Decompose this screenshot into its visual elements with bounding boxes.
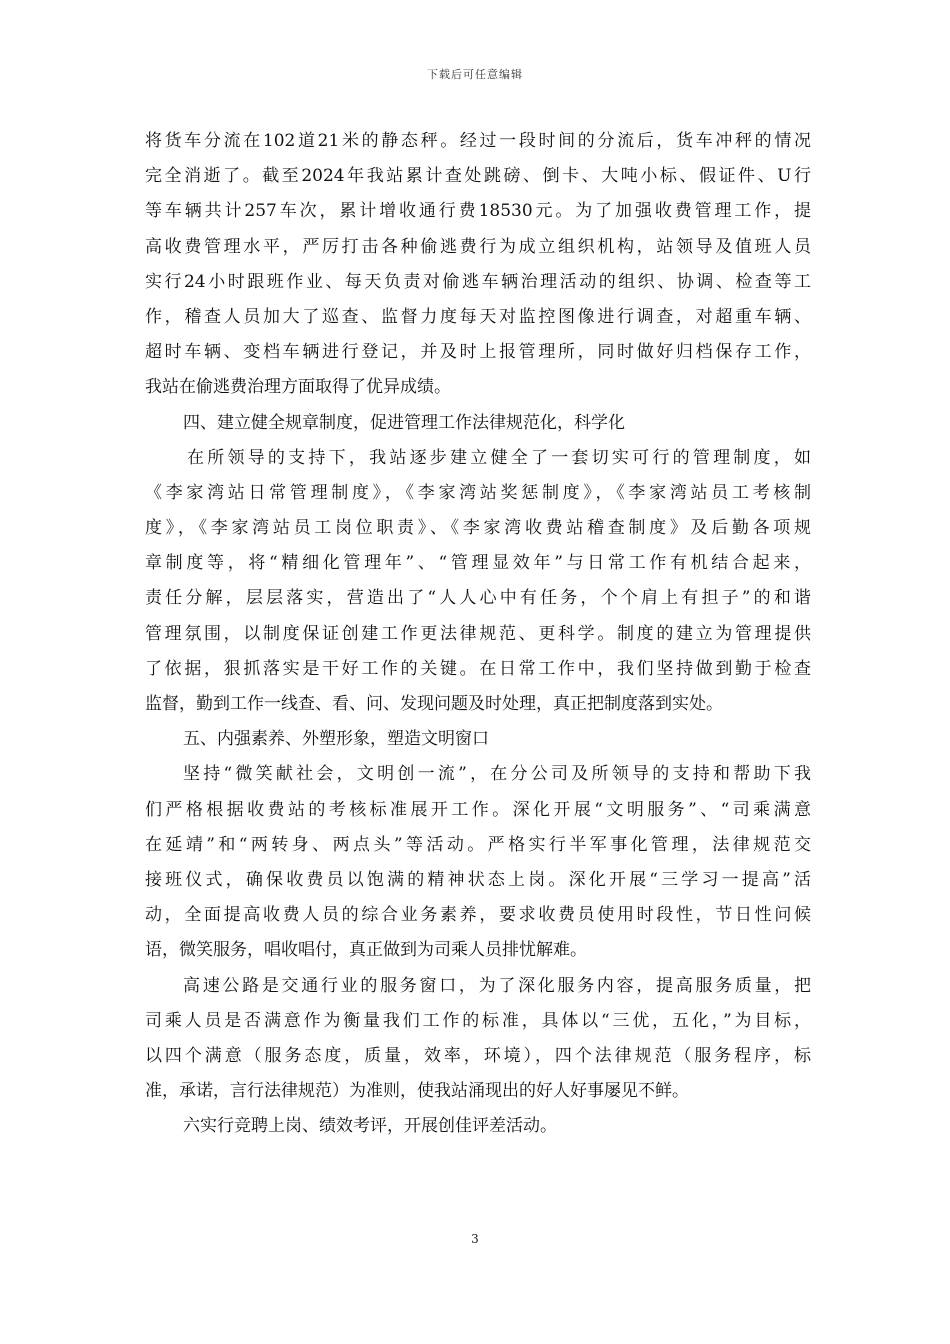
text-line: 高速公路是交通行业的服务窗口，为了深化服务内容，提高服务质量，把 <box>183 975 811 996</box>
text-line: 完全消逝了。截至2024年我站累计查处跳磅、倒卡、大吨小标、假证件、U行 <box>145 166 811 187</box>
document-body <box>145 124 811 1144</box>
text-line: 超时车辆、变档车辆进行登记，并及时上报管理所，同时做好归档保存工作， <box>145 342 811 363</box>
text-line: 六实行竞聘上岗、绩效考评，开展创佳评差活动。 <box>183 1116 557 1137</box>
text-line: 司乘人员是否满意作为衡量我们工作的标准，具体以“三优，五化，”为目标， <box>145 1010 811 1031</box>
text-line: 以四个满意（服务态度，质量，效率，环境），四个法律规范（服务程序，标 <box>145 1045 811 1066</box>
text-line: 管理氛围，以制度保证创建工作更法律规范、更科学。制度的建立为管理提供 <box>145 623 811 644</box>
text-line: 语，微笑服务，唱收唱付，真正做到为司乘人员排忧解难。 <box>145 940 587 961</box>
text-line: 度》，《李家湾站员工岗位职责》、《李家湾收费站稽查制度》及后勤各项规 <box>145 518 811 539</box>
text-line: 在延靖”和“两转身、两点头”等活动。严格实行半军事化管理，法律规范交 <box>145 834 811 855</box>
text-line: 将货车分流在102道21米的静态秤。经过一段时间的分流后，货车冲秤的情况 <box>145 131 811 151</box>
text-line: 监督，勤到工作一线查、看、问、发现问题及时处理，真正把制度落到实处。 <box>145 694 723 714</box>
text-line: 五、内强素养、外塑形象，塑造文明窗口 <box>183 729 489 750</box>
text-line: 作，稽查人员加大了巡查、监督力度每天对监控图像进行调查，对超重车辆、 <box>145 306 811 327</box>
text-line: 接班仪式，确保收费员以饱满的精神状态上岗。深化开展“三学习一提高”活 <box>145 869 811 890</box>
page-header: 下载后可任意编辑 <box>427 68 523 81</box>
text-line: 章制度等，将“精细化管理年”、“管理显效年”与日常工作有机结合起来， <box>145 553 811 574</box>
text-line: 责任分解，层层落实，营造出了“人人心中有任务，个个肩上有担子”的和谐 <box>145 588 811 609</box>
text-line: 《李家湾站日常管理制度》，《李家湾站奖惩制度》，《李家湾站员工考核制 <box>145 482 811 503</box>
text-line: 动，全面提高收费人员的综合业务素养，要求收费员使用时段性，节日性问候 <box>145 905 811 926</box>
page-number: 3 <box>471 1232 479 1246</box>
text-line: 们严格根据收费站的考核标准展开工作。深化开展“文明服务”、“司乘满意 <box>145 799 811 820</box>
text-line: 实行24小时跟班作业、每天负责对偷逃车辆治理活动的组织、协调、检查等工 <box>145 271 811 292</box>
text-line: 高收费管理水平，严厉打击各种偷逃费行为成立组织机构，站领导及值班人员 <box>145 236 811 257</box>
text-line: 在所领导的支持下，我站逐步建立健全了一套切实可行的管理制度，如 <box>187 447 811 468</box>
text-line: 我站在偷逃费治理方面取得了优异成绩。 <box>145 377 451 398</box>
text-line: 四、建立健全规章制度，促进管理工作法律规范化，科学化 <box>183 412 625 433</box>
text-line: 坚持“微笑献社会，文明创一流”，在分公司及所领导的支持和帮助下我 <box>183 764 811 785</box>
text-line: 准，承诺，言行法律规范）为准则，使我站涌现出的好人好事屡见不鲜。 <box>145 1081 689 1102</box>
text-line: 了依据，狠抓落实是干好工作的关键。在日常工作中，我们坚持做到勤于检查 <box>145 658 811 679</box>
text-line: 等车辆共计257车次，累计增收通行费18530元。为了加强收费管理工作，提 <box>145 201 811 222</box>
